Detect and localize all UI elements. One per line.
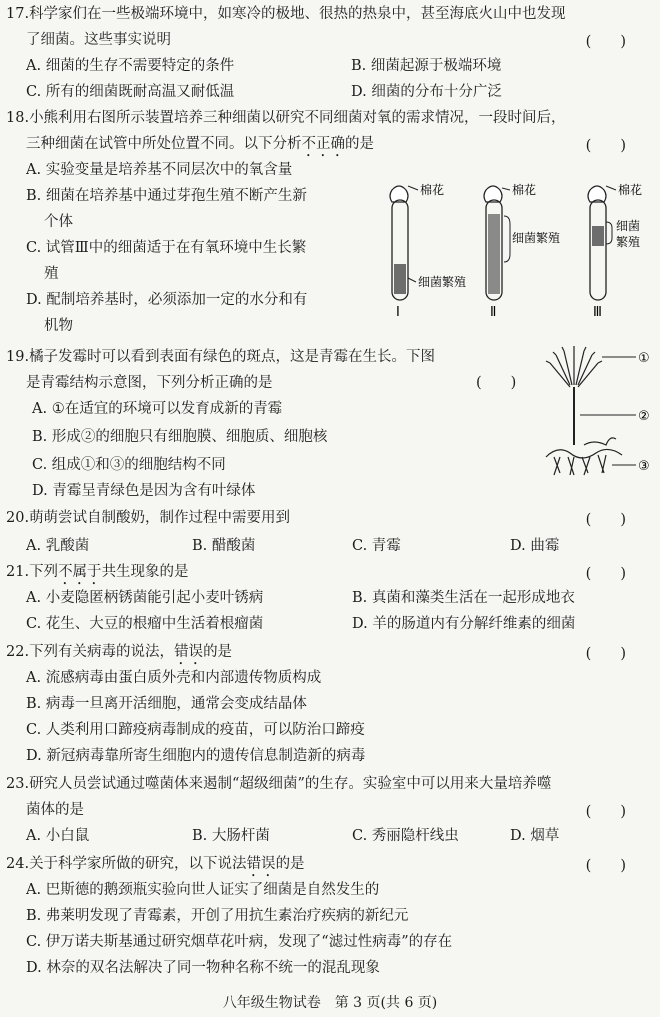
tube-1-cotton-pointer (408, 186, 418, 190)
q22-option-b[interactable]: B. 病毒一旦离开活细胞，通常会变成结晶体 (26, 696, 307, 712)
q23-stem-line1 (6, 774, 551, 794)
q24-option-a[interactable]: A. 巴斯德的鹅颈瓶实验向世人证实了细菌是自然发生的 (26, 882, 380, 898)
penicillium-label-1: ① (638, 351, 650, 366)
tube-1-label: Ⅰ (396, 305, 400, 320)
q21-option-d[interactable]: D. 羊的肠道内有分解纤维素的细菌 (352, 616, 576, 632)
q18-stem-line1 (6, 108, 566, 128)
q18-number: 18. (6, 110, 30, 126)
tube-2 (484, 182, 560, 320)
q17-stem-line1 (6, 4, 566, 24)
q17-stem-text1: 科学家们在一些极端环境中，如寒冷的极地、很热的热泉中，甚至海底火山中也发现 (29, 6, 566, 22)
q19-stem-line1 (6, 347, 435, 367)
q18-emphasis: 不正确 (301, 136, 345, 152)
q24-emphasis: 错误 (246, 856, 276, 872)
q19-answer-blank: ( ) (476, 375, 517, 391)
tube-3-glass (590, 200, 606, 300)
q21-answer-blank: ( ) (585, 566, 626, 582)
q21-option-a[interactable]: A. 小麦隐匿柄锈菌能引起小麦叶锈病 (26, 590, 264, 606)
tube-1 (390, 182, 466, 320)
q21-number: 21. (6, 564, 30, 580)
penicillium-rhizoid-icon (554, 438, 616, 475)
tube-3-growth-label-a: 细菌 (616, 219, 641, 233)
penicillium-spores-icon (546, 346, 602, 387)
q18-option-c[interactable]: C. 试管Ⅲ中的细菌适于在有氧环境中生长繁 (26, 240, 307, 256)
tube-3-label: Ⅲ (593, 305, 602, 320)
tube-1-cotton-label: 棉花 (420, 183, 445, 197)
q24-option-d[interactable]: D. 林奈的双名法解决了同一物种名称不统一的混乱现象 (26, 960, 380, 976)
q18-option-d-cont: 机物 (44, 318, 73, 334)
q19-penicillium-svg (540, 345, 656, 495)
tube-2-label: Ⅱ (490, 305, 497, 320)
q23-stem-line2: 菌体的是 (26, 802, 84, 818)
tube-3-bacteria-icon (592, 226, 604, 246)
tube-3-cotton-label: 棉花 (618, 183, 643, 197)
q18-option-d[interactable]: D. 配制培养基时，必须添加一定的水分和有 (26, 292, 308, 308)
q21-stem (6, 562, 189, 588)
q18-stem-text2a: 三种细菌在试管中所处位置不同。以下分析 (26, 136, 302, 152)
q22-stem (6, 642, 232, 668)
q20-stem (6, 508, 290, 528)
q19-option-a[interactable]: A. ①在适宜的环境可以发育成新的青霉 (32, 401, 283, 417)
q21-option-b[interactable]: B. 真菌和藻类生活在一起形成地衣 (352, 590, 575, 606)
q17-option-a[interactable]: A. 细菌的生存不需要特定的条件 (26, 58, 235, 74)
tube-2-cotton-label: 棉花 (512, 183, 537, 197)
tube-2-cotton-pointer (502, 188, 510, 190)
q17-option-c[interactable]: C. 所有的细菌既耐高温又耐低温 (26, 84, 235, 100)
q19-option-c[interactable]: C. 组成①和③的细胞结构不同 (32, 457, 226, 473)
penicillium-substrate-line (546, 449, 622, 458)
q22-emphasis: 错误 (174, 644, 204, 660)
tube-2-brace (504, 216, 510, 262)
q21-stem-text-a: 下列 (29, 564, 59, 580)
q17-number: 17. (6, 6, 30, 22)
q18-stem-text2b: 的是 (345, 136, 374, 152)
q22-option-c[interactable]: C. 人类利用口蹄疫病毒制成的疫苗，可以防治口蹄疫 (26, 722, 365, 738)
q20-option-b[interactable]: B. 醋酸菌 (192, 538, 256, 554)
q19-option-d[interactable]: D. 青霉呈青绿色是因为含有叶绿体 (32, 483, 256, 499)
q24-stem-text-a: 关于科学家所做的研究，以下说法 (29, 856, 247, 872)
q23-option-b[interactable]: B. 大肠杆菌 (192, 828, 270, 844)
q18-option-b-cont: 个体 (44, 214, 73, 230)
q18-option-c-cont: 殖 (44, 266, 59, 282)
q20-option-c[interactable]: C. 青霉 (352, 538, 401, 554)
q18-tube-figure (380, 176, 650, 322)
tube-3 (588, 182, 642, 320)
tube-1-growth-label: 细菌繁殖 (418, 275, 467, 289)
q24-number: 24. (6, 856, 30, 872)
q17-option-b[interactable]: B. 细菌起源于极端环境 (351, 58, 502, 74)
tube-3-growth-label-b: 繁殖 (616, 235, 641, 249)
tube-1-bacteria-icon (394, 264, 406, 294)
tube-2-bacteria-icon (488, 214, 500, 294)
q22-stem-text-b: 的是 (203, 644, 233, 660)
page-footer: 八年级生物试卷 第 3 页(共 6 页) (222, 995, 438, 1011)
q21-emphasis: 不属于 (58, 564, 102, 580)
q18-tube-svg (380, 176, 650, 322)
q20-option-d[interactable]: D. 曲霉 (510, 538, 560, 554)
q20-stem-text: 萌萌尝试自制酸奶，制作过程中需要用到 (29, 510, 291, 526)
penicillium-label-2: ② (638, 409, 650, 424)
q19-option-b[interactable]: B. 形成②的细胞只有细胞膜、细胞质、细胞核 (32, 429, 328, 445)
q18-stem-text1: 小熊利用右图所示装置培养三种细菌以研究不同细菌对氧的需求情况，一段时间后， (29, 110, 566, 126)
q22-option-a[interactable]: A. 流感病毒由蛋白质外壳和内部遗传物质构成 (26, 670, 322, 686)
q24-option-b[interactable]: B. 弗莱明发现了青霉素，开创了用抗生素治疗疾病的新纪元 (26, 908, 409, 924)
q17-answer-blank: ( ) (585, 34, 626, 50)
q18-stem-line2 (26, 134, 374, 160)
penicillium-label-3: ③ (638, 459, 650, 474)
q18-option-a[interactable]: A. 实验变量是培养基不同层次中的氧含量 (26, 162, 293, 178)
q19-stem-text1: 橘子发霉时可以看到表面有绿色的斑点，这是青霉在生长。下图 (29, 349, 436, 365)
q22-option-d[interactable]: D. 新冠病毒靠所寄生细胞内的遗传信息制造新的病毒 (26, 748, 366, 764)
q24-option-c[interactable]: C. 伊万诺夫斯基通过研究烟草花叶病，发现了“滤过性病毒”的存在 (26, 934, 453, 950)
q23-answer-blank: ( ) (585, 804, 626, 820)
q20-option-a[interactable]: A. 乳酸菌 (26, 538, 90, 554)
q21-option-c[interactable]: C. 花生、大豆的根瘤中生活着根瘤菌 (26, 616, 264, 632)
q20-number: 20. (6, 510, 30, 526)
q17-stem-line2: 了细菌。这些事实说明 (26, 32, 171, 48)
q22-number: 22. (6, 644, 30, 660)
tube-2-growth-label: 细菌繁殖 (512, 231, 561, 245)
q23-option-a[interactable]: A. 小白鼠 (26, 828, 90, 844)
q23-option-d[interactable]: D. 烟草 (510, 828, 560, 844)
tube-3-cotton-pointer (606, 186, 616, 190)
q22-answer-blank: ( ) (585, 646, 626, 662)
tube-3-brace (606, 222, 612, 244)
q18-answer-blank: ( ) (585, 138, 626, 154)
q19-stem-line2: 是青霉结构示意图，下列分析正确的是 (26, 375, 273, 391)
q22-stem-text-a: 下列有关病毒的说法， (29, 644, 175, 660)
q23-option-c[interactable]: C. 秀丽隐杆线虫 (352, 828, 459, 844)
q23-number: 23. (6, 776, 30, 792)
q18-option-b[interactable]: B. 细菌在培养基中通过芽孢生殖不断产生新 (26, 188, 307, 204)
q24-stem-text-b: 的是 (275, 856, 305, 872)
q24-stem (6, 854, 305, 880)
q20-answer-blank: ( ) (585, 512, 626, 528)
q17-option-d[interactable]: D. 细菌的分布十分广泛 (351, 84, 502, 100)
q23-stem-text1: 研究人员尝试通过噬菌体来遏制“超级细菌”的生存。实验室中可以用来大量培养噬 (29, 776, 552, 792)
q19-penicillium-figure (540, 345, 656, 495)
q19-number: 19. (6, 349, 30, 365)
q24-answer-blank: ( ) (585, 858, 626, 874)
q21-stem-text-b: 共生现象的是 (101, 564, 189, 580)
tube-1-pointer (408, 278, 416, 282)
